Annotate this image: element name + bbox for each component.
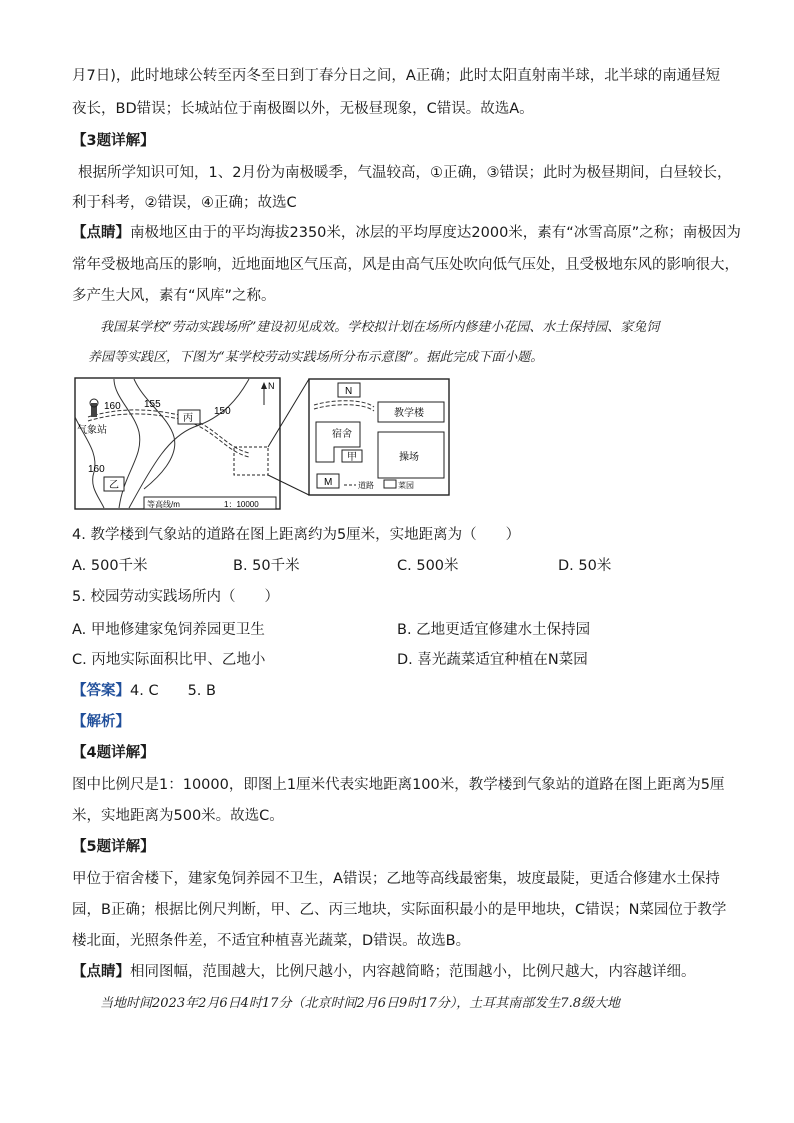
section-heading-q3: 【3题详解】	[72, 133, 155, 149]
q4-option-b[interactable]: B. 50千米	[233, 558, 300, 574]
q5-option-b[interactable]: B. 乙地更适宜修建水土保持园	[397, 622, 591, 638]
section-heading-q4: 【4题详解】	[72, 745, 155, 761]
label-yi: 乙	[109, 480, 119, 491]
label-garden-n: N	[345, 386, 353, 397]
north-arrow-head	[261, 382, 267, 389]
label-jia: 甲	[347, 452, 357, 463]
legend-garden-label: 菜园	[398, 481, 414, 490]
legend-road-label: 道路	[358, 481, 374, 490]
tip-tag-2: 【点睛】	[72, 964, 130, 980]
legend-contour: 等高线/m	[147, 500, 180, 509]
contour-line-155	[134, 379, 175, 489]
section-heading-q5: 【5题详解】	[72, 839, 155, 855]
label-bing: 丙	[183, 413, 193, 424]
label-dorm: 宿舍	[332, 429, 352, 440]
intro-line-2: 养园等实践区，下图为“某学校劳动实践场所分布示意图”。据此完成下面小题。	[88, 350, 544, 365]
text-line-2: 夜长，BD错误；长城站位于南极圈以外，无极昼现象，C错误。故选A。	[72, 101, 534, 117]
answer-line	[72, 681, 216, 701]
zoom-box	[234, 447, 268, 475]
question-4: 4. 教学楼到气象站的道路在图上距离约为5厘米，实地距离为（ ）	[72, 527, 521, 543]
label-150: 150	[214, 406, 231, 417]
answer-text: 4. C 5. B	[130, 683, 216, 699]
q4-option-d[interactable]: D. 50米	[558, 558, 612, 574]
legend-scale: 1：10000	[224, 500, 259, 509]
detail-road-2	[314, 405, 374, 411]
weather-station-icon	[91, 403, 97, 417]
text-line-7: 常年受极地高压的影响，近地面地区气压高，风是由高气压处吹向低气压处，且受极地东风的影响很大，	[72, 257, 739, 273]
tip-text-2: 相同图幅，范围越大，比例尺越小，内容越简略；范围越小，比例尺越大，内容越详细。	[130, 964, 696, 980]
campus-map-figure	[74, 377, 451, 513]
tip-paragraph-2	[72, 962, 696, 982]
analysis-heading: 【解析】	[72, 714, 130, 730]
detail-5-line-3: 楼北面，光照条件差，不适宜种植喜光蔬菜，D错误。故选B。	[72, 933, 471, 949]
label-155: 155	[144, 399, 161, 410]
q4-option-c[interactable]: C. 500米	[397, 558, 459, 574]
intro-line-1: 我国某学校“劳动实践场所”建设初见成效。学校拟计划在场所内修建小花园、水土保持园、家兔饲	[100, 320, 660, 335]
zoom-line-bottom	[268, 475, 309, 495]
label-160-bottom: 160	[88, 464, 105, 475]
q5-option-c[interactable]: C. 丙地实际面积比甲、乙地小	[72, 652, 266, 668]
tip-text: 南极地区由于的平均海拔2350米，冰层的平均厚度达2000米，素有“冰雪高原”之称；南极因为	[130, 225, 741, 241]
label-playground: 操场	[399, 452, 419, 463]
text-line-4: 根据所学知识可知，1、2月份为南极暖季，气温较高，①正确，③错误；此时为极昼期间，白昼较长，	[78, 165, 732, 181]
text-line-5: 利于科考，②错误，④正确；故选C	[72, 195, 297, 211]
tip-paragraph-1	[72, 223, 741, 243]
text-line-8: 多产生大风，素有“风库”之称。	[72, 288, 276, 304]
q5-option-a[interactable]: A. 甲地修建家兔饲养园更卫生	[72, 622, 265, 638]
legend-garden-box	[384, 480, 396, 488]
road-line-2	[88, 414, 249, 457]
detail-5-line-1: 甲位于宿舍楼下，建家兔饲养园不卫生，A错误；乙地等高线最密集，坡度最陡，更适合修建水土保持	[72, 871, 720, 887]
question-5: 5. 校园劳动实践场所内（ ）	[72, 589, 279, 605]
campus-map-svg	[74, 377, 451, 513]
q5-option-d[interactable]: D. 喜光蔬菜适宜种植在N菜园	[397, 652, 588, 668]
label-teaching: 教学楼	[394, 408, 424, 419]
label-garden-m: M	[324, 477, 333, 488]
label-qixiangzhan: 气象站	[77, 425, 107, 436]
tip-tag: 【点睛】	[72, 225, 130, 241]
text-line-1: 月7日)，此时地球公转至丙冬至日到丁春分日之间，A正确；此时太阳直射南半球，北半球的南通昼短	[72, 68, 721, 84]
q4-option-a[interactable]: A. 500千米	[72, 558, 148, 574]
detail-road-1	[314, 401, 374, 407]
detail-5-line-2: 园，B正确；根据比例尺判断，甲、乙、丙三地块，实际面积最小的是甲地块，C错误；N菜园位于教学	[72, 902, 727, 918]
detail-4-line-2: 米，实地距离为500米。故选C。	[72, 808, 284, 824]
answer-tag: 【答案】	[72, 683, 130, 699]
north-label: N	[268, 381, 275, 391]
label-160-top: 160	[104, 401, 121, 412]
next-intro-line: 当地时间2023年2月6日4时17分（北京时间2月6日9时17分），土耳其南部发生7.8级大地	[100, 996, 620, 1011]
detail-4-line-1: 图中比例尺是1：10000，即图上1厘米代表实地距离100米，教学楼到气象站的道路在图上距离为5厘	[72, 777, 725, 793]
